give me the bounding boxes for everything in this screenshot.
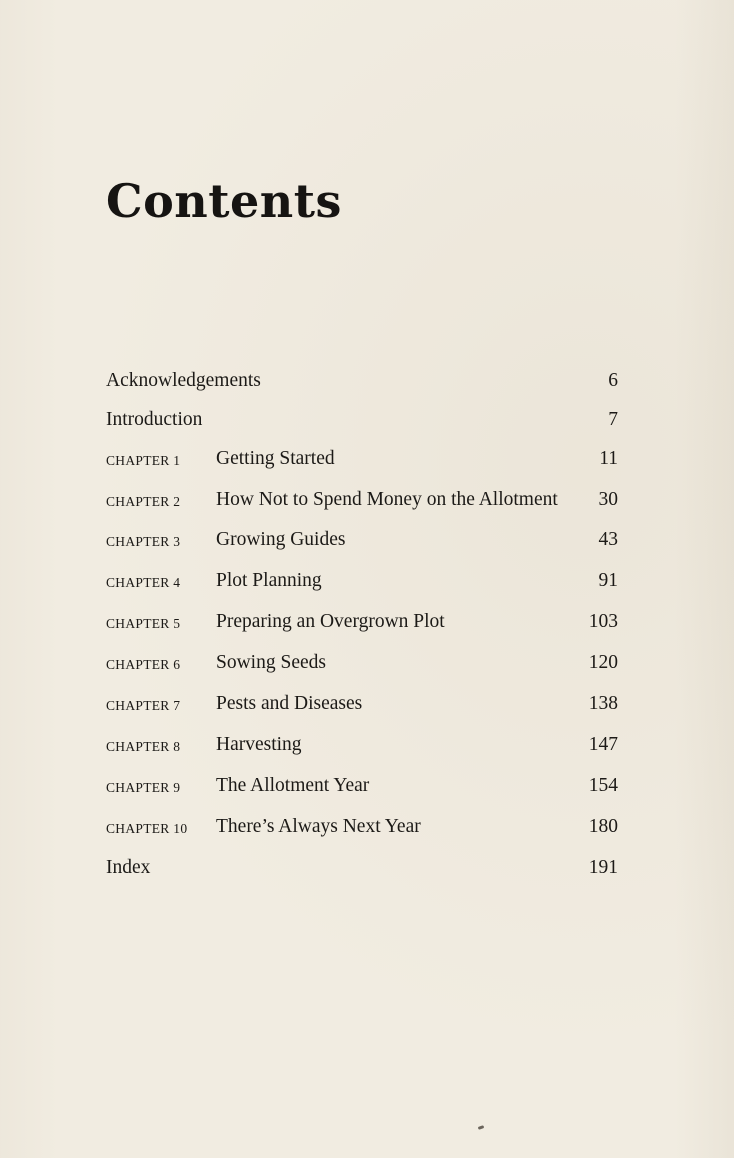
- toc-entry-chapter-4: [106, 568, 618, 596]
- toc-entry-title: How Not to Spend Money on the Allotment: [216, 489, 558, 510]
- toc-entry-title: Sowing Seeds: [216, 652, 326, 673]
- toc-entry-index: [106, 855, 618, 881]
- toc-entry-chapter-1: [106, 446, 618, 474]
- toc-page-number: 103: [588, 611, 618, 632]
- toc-entry-title: Getting Started: [216, 448, 335, 469]
- toc-entry-title: Pests and Diseases: [216, 693, 363, 714]
- toc-entry-title: Acknowledgements: [106, 370, 261, 391]
- toc-entry-chapter-7: [106, 691, 618, 719]
- toc-entry-acknowledgements: [106, 368, 618, 394]
- toc-entry-chapter-2: [106, 487, 618, 515]
- chapter-label: CHAPTER 4: [106, 575, 181, 590]
- chapter-label: CHAPTER 3: [106, 534, 181, 549]
- toc-entry-introduction: [106, 407, 618, 433]
- toc-entry-title: Preparing an Overgrown Plot: [216, 611, 445, 632]
- chapter-label: CHAPTER 5: [106, 616, 181, 631]
- toc-entry-chapter-5: [106, 609, 618, 637]
- toc-page-number: 7: [608, 409, 618, 430]
- toc-entry-title: There’s Always Next Year: [216, 816, 421, 837]
- toc-page-number: 191: [588, 857, 618, 878]
- toc-page-number: 6: [608, 370, 618, 391]
- chapter-label: CHAPTER 10: [106, 821, 188, 836]
- toc-page-number: 180: [588, 816, 618, 837]
- toc-page-number: 91: [598, 570, 618, 591]
- toc-page-number: 120: [588, 652, 618, 673]
- toc-entry-chapter-3: [106, 527, 618, 555]
- toc-entry-title: Growing Guides: [216, 529, 346, 550]
- toc-page-number: 43: [598, 529, 618, 550]
- chapter-label: CHAPTER 7: [106, 698, 181, 713]
- toc-entry-title: Harvesting: [216, 734, 302, 755]
- toc-entry-chapter-8: [106, 732, 618, 760]
- chapter-label: CHAPTER 1: [106, 453, 181, 468]
- toc-entry-chapter-9: [106, 773, 618, 801]
- toc-page-number: 154: [588, 775, 618, 796]
- chapter-label: CHAPTER 8: [106, 739, 181, 754]
- toc-page-number: 30: [598, 489, 618, 510]
- toc-entry-chapter-10: [106, 814, 618, 842]
- table-of-contents: [106, 368, 618, 894]
- chapter-label: CHAPTER 2: [106, 494, 181, 509]
- toc-entry-title: Introduction: [106, 409, 203, 430]
- toc-entry-title: Index: [106, 857, 151, 878]
- chapter-label: CHAPTER 6: [106, 657, 181, 672]
- toc-entry-title: The Allotment Year: [216, 775, 370, 796]
- chapter-label: CHAPTER 9: [106, 780, 181, 795]
- toc-page-number: 147: [588, 734, 618, 755]
- toc-entry-title: Plot Planning: [216, 570, 322, 591]
- toc-page-number: 11: [599, 448, 618, 469]
- toc-page-number: 138: [588, 693, 618, 714]
- toc-entry-chapter-6: [106, 650, 618, 678]
- paper-mark: [478, 1125, 485, 1130]
- page-title: Contents: [106, 174, 342, 228]
